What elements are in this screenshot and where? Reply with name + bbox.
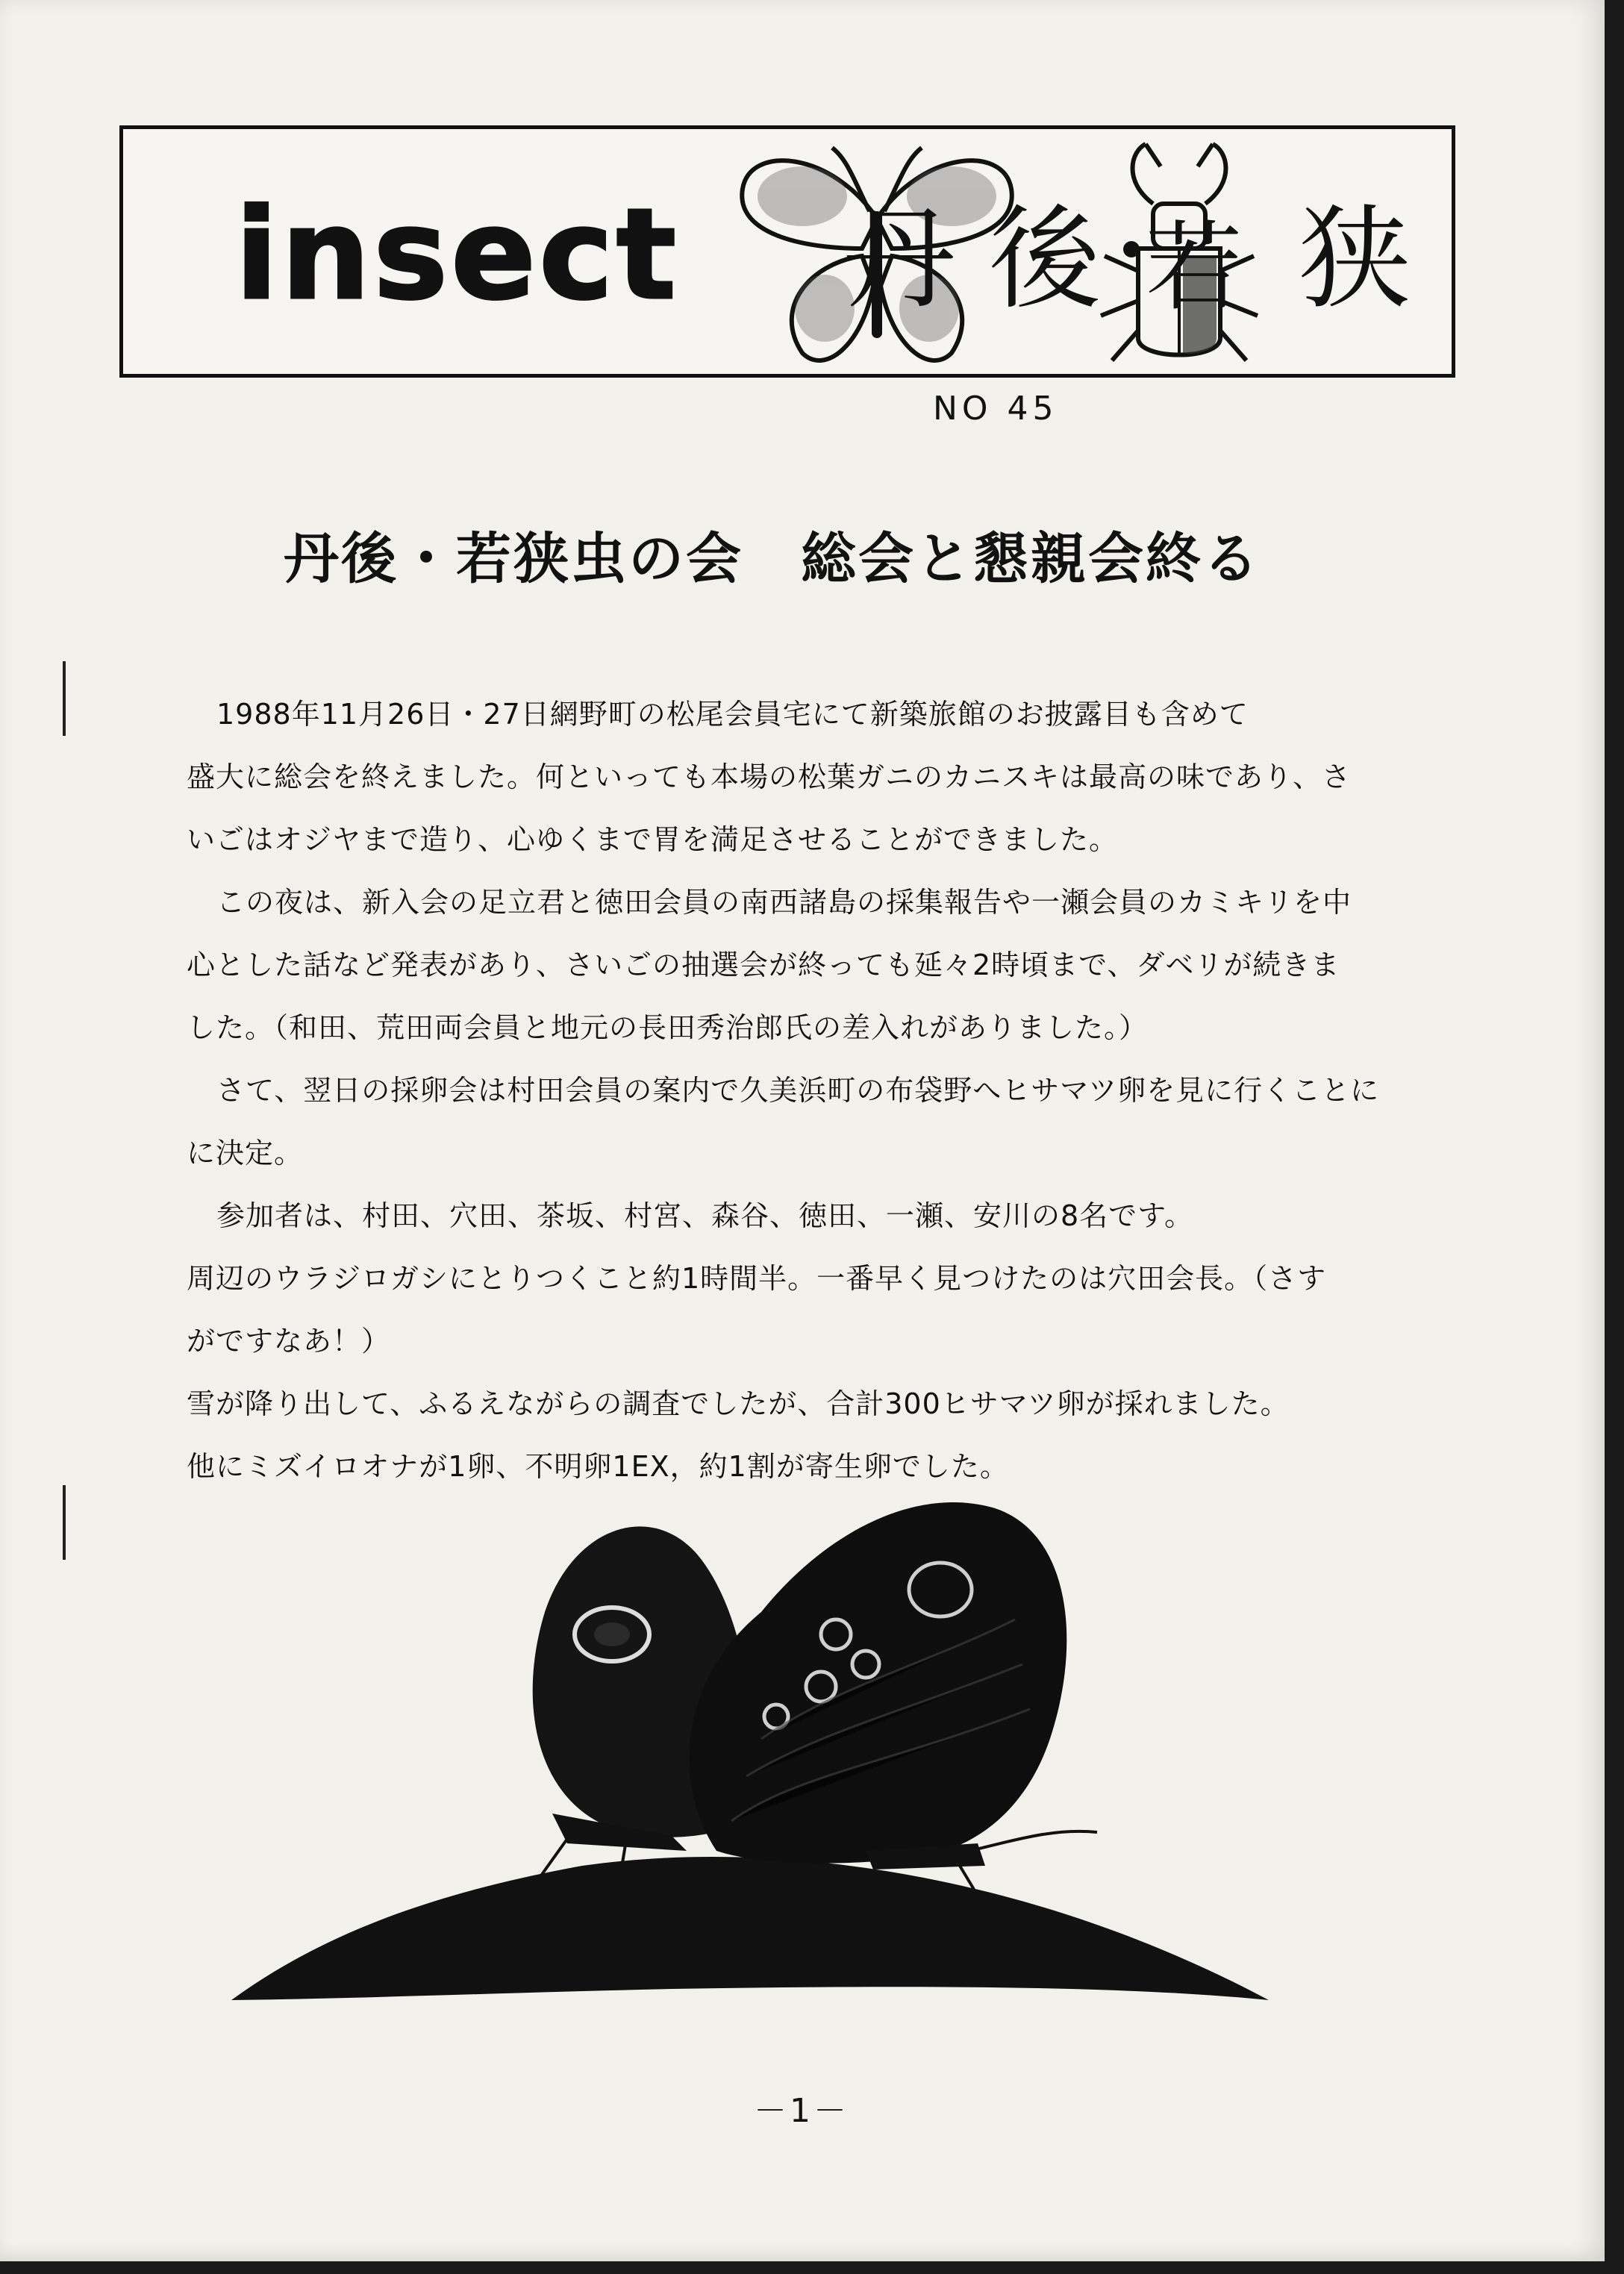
issue-number: NO 45 bbox=[933, 390, 1058, 428]
body-line: 雪が降り出して、ふるえながらの調査でしたが、合計300ヒサマツ卵が採れました。 bbox=[187, 1387, 1290, 1420]
body-line: に決定。 bbox=[187, 1137, 304, 1169]
binding-mark bbox=[63, 661, 66, 736]
body-line: 盛大に総会を終えました。何といっても本場の松葉ガニのカニスキは最高の味であり、さ bbox=[187, 760, 1352, 793]
mating-butterflies-on-leaf-icon bbox=[224, 1463, 1314, 2030]
masthead-kanji-tan: 丹 bbox=[843, 195, 956, 325]
body-line: 他にミズイロオナが1卵、不明卵1EX，約1割が寄生卵でした。 bbox=[187, 1450, 1009, 1483]
article-body bbox=[187, 683, 1455, 1498]
article-headline: 丹後・若狭虫の会 総会と懇親会終る bbox=[284, 527, 1261, 591]
masthead bbox=[119, 125, 1455, 378]
body-line: 周辺のウラジロガシにとりつくこと約1時間半。一番早く見つけたのは穴田会長。（さす bbox=[187, 1262, 1327, 1295]
masthead-kanji-sa: 狭 bbox=[1299, 195, 1411, 325]
body-line: この夜は、新入会の足立君と徳田会員の南西諸島の採集報告や一瀬会員のカミキリを中 bbox=[216, 886, 1352, 919]
body-line: がですなあ！） bbox=[187, 1325, 391, 1358]
masthead-kanji-waka: 若 bbox=[1146, 210, 1243, 324]
page-number: －1－ bbox=[754, 2092, 849, 2130]
body-line: 心とした話など発表があり、さいごの抽選会が終っても延々2時頃まで、ダベリが続きま bbox=[187, 949, 1340, 981]
body-line: 1988年11月26日・27日網野町の松尾会員宅にて新築旅館のお披露目も含めて bbox=[216, 698, 1249, 731]
masthead-insect-word: insect bbox=[235, 181, 680, 328]
body-line: した。（和田、荒田両会員と地元の長田秀治郎氏の差入れがありました。） bbox=[187, 1011, 1149, 1044]
body-line: 参加者は、村田、穴田、茶坂、村宮、森谷、徳田、一瀬、安川の8名です。 bbox=[216, 1199, 1194, 1232]
binding-mark bbox=[63, 1485, 66, 1560]
masthead-middle-dot bbox=[1123, 241, 1140, 257]
body-line: いごはオジヤまで造り、心ゆくまで胃を満足させることができました。 bbox=[187, 823, 1119, 856]
body-line: さて、翌日の採卵会は村田会員の案内で久美浜町の布袋野へヒサマツ卵を見に行くことに bbox=[216, 1074, 1380, 1107]
masthead-kanji-go: 後 bbox=[989, 195, 1102, 325]
